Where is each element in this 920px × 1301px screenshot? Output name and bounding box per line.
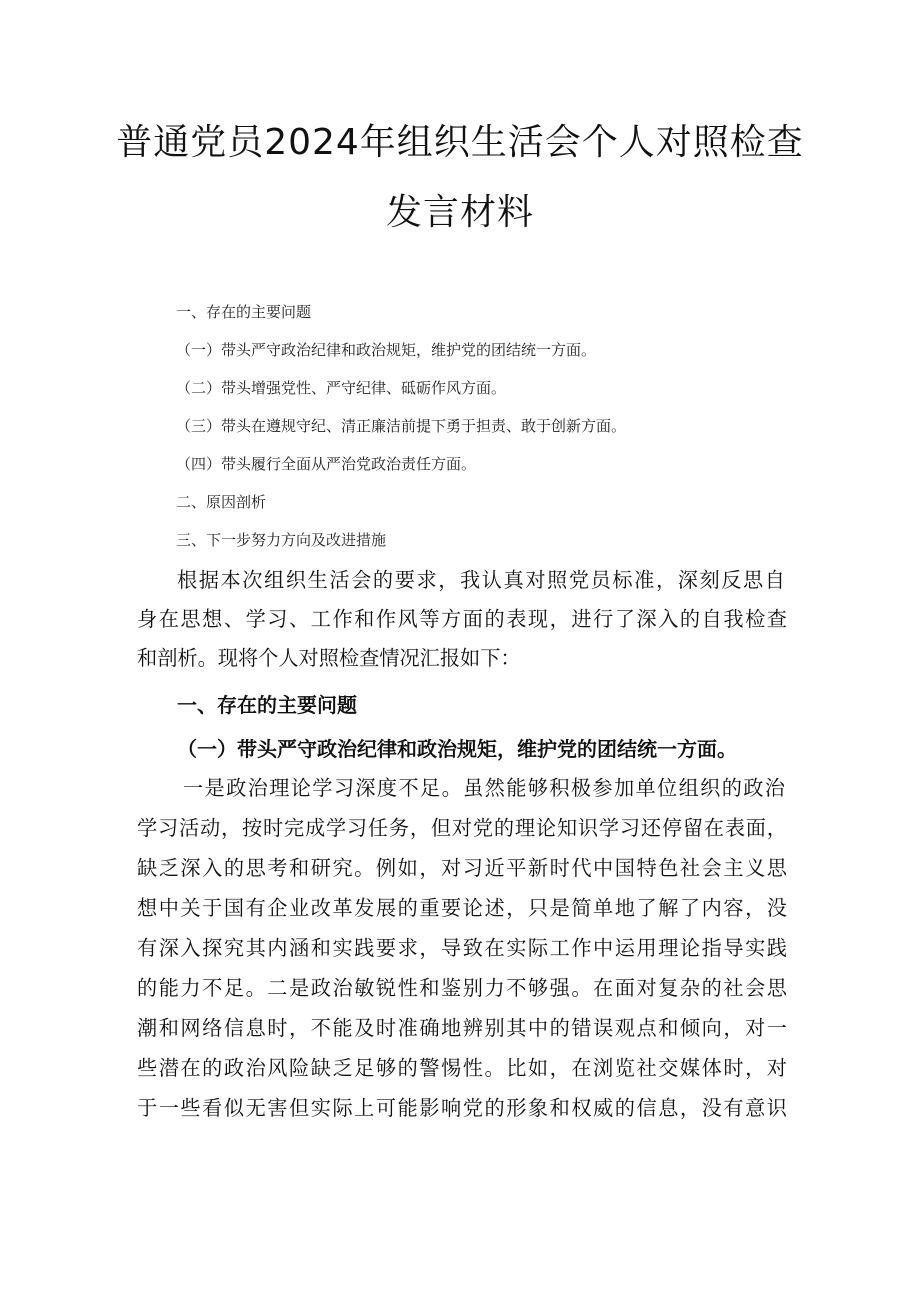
intro-line: 和剖析。现将个人对照检查情况汇报如下：: [137, 646, 521, 670]
toc-item: （四）带头履行全面从严治党政治责任方面。: [176, 455, 477, 473]
document-title-line-1: 普通党员2024年组织生活会个人对照检查: [116, 122, 804, 163]
toc-item: （二）带头增强党性、严守纪律、砥砺作风方面。: [176, 379, 507, 397]
intro-line: 根据本次组织生活会的要求，我认真对照党员标准，深刻反思自: [177, 568, 785, 592]
paragraph-line: 潮和网络信息时，不能及时准确地辨别其中的错误观点和倾向，对一: [137, 1016, 787, 1040]
paragraph-line: 缺乏深入的思考和研究。例如，对习近平新时代中国特色社会主义思: [137, 856, 787, 880]
toc-item: 三、下一步努力方向及改进措施: [176, 531, 387, 549]
paragraph-line: 一是政治理论学习深度不足。虽然能够积极参加单位组织的政治: [183, 776, 785, 800]
paragraph-line: 想中关于国有企业改革发展的重要论述，只是简单地了解了内容，没: [137, 896, 787, 920]
paragraph-line: 学习活动，按时完成学习任务，但对党的理论知识学习还停留在表面，: [137, 816, 787, 840]
toc-item: 一、存在的主要问题: [176, 303, 312, 321]
intro-line: 身在思想、学习、工作和作风等方面的表现，进行了深入的自我检查: [137, 607, 787, 631]
toc-item: （三）带头在遵规守纪、清正廉洁前提下勇于担责、敢于创新方面。: [176, 417, 627, 435]
document-title-line-2: 发言材料: [385, 192, 534, 233]
toc-item: （一）带头严守政治纪律和政治规矩，维护党的团结统一方面。: [176, 341, 597, 359]
subsection-heading: （一）带头严守政治纪律和政治规矩，维护党的团结统一方面。: [177, 737, 737, 761]
paragraph-line: 有深入探究其内涵和实践要求，导致在实际工作中运用理论指导实践: [137, 936, 787, 960]
paragraph-line: 些潜在的政治风险缺乏足够的警惕性。比如，在浏览社交媒体时，对: [137, 1056, 787, 1080]
section-heading: 一、存在的主要问题: [177, 693, 357, 717]
paragraph-line: 的能力不足。二是政治敏锐性和鉴别力不够强。在面对复杂的社会思: [137, 976, 787, 1000]
toc-item: 二、原因剖析: [176, 493, 267, 511]
paragraph-line: 于一些看似无害但实际上可能影响党的形象和权威的信息，没有意识: [137, 1096, 787, 1120]
